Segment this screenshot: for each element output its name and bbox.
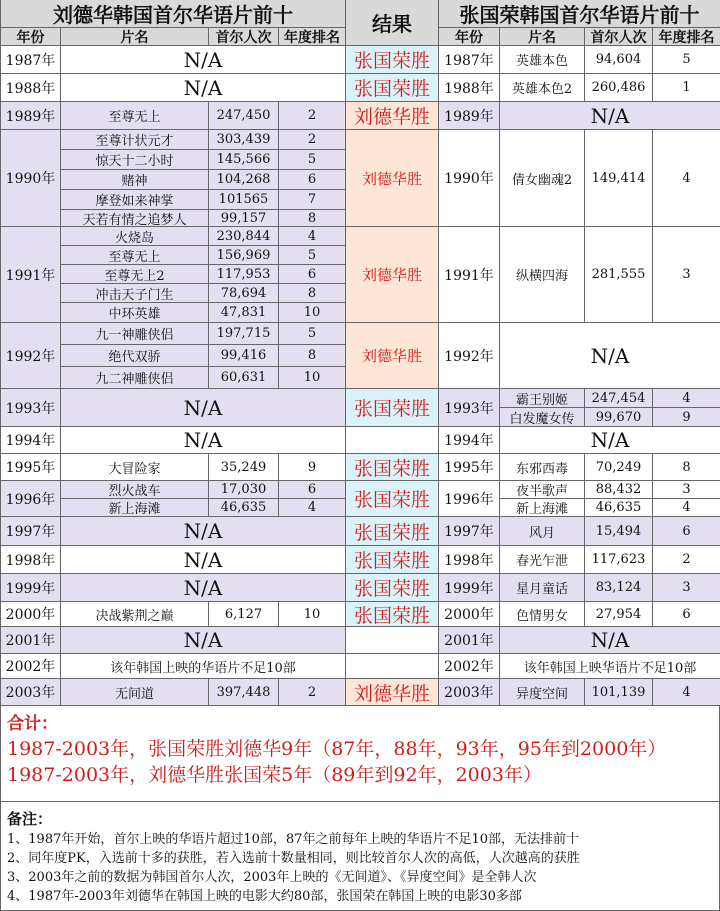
left-film-rank: 6 [279,481,346,499]
right-film-title: 白发魔女传 [500,408,585,427]
right-film-admissions: 27,954 [585,602,653,627]
right-na: N/A [500,102,720,130]
left-year: 2002年 [1,654,61,679]
left-film-admissions: 46,635 [209,499,279,517]
left-film-title: 中环英雄 [61,303,209,323]
left-film-admissions: 101565 [209,190,279,210]
right-note: 该年韩国上映华语片不足10部 [500,654,720,679]
result-cell: 张国荣胜 [346,74,439,102]
left-film-rank: 8 [279,210,346,227]
note-line-1: 1、1987年开始，首尔上映的华语片超过10部，87年之前每年上映的华语片不足10部，无法排前十 [7,832,579,847]
left-film-admissions: 397,448 [209,679,279,706]
left-film-rank: 2 [279,102,346,130]
left-film-rank: 10 [279,602,346,627]
left-film-admissions: 230,844 [209,227,279,246]
right-film-rank: 4 [653,389,720,408]
left-film-rank: 4 [279,499,346,517]
result-cell: 刘德华胜 [346,679,439,706]
totals-label: 合计： [7,714,58,734]
result-cell: 张国荣胜 [346,454,439,481]
left-na: N/A [61,389,346,427]
right-film-title: 春光乍泄 [500,546,585,574]
left-year: 2000年 [1,602,61,627]
right-film-rank: 1 [653,74,720,102]
right-year: 2003年 [439,679,500,706]
left-na: N/A [61,546,346,574]
left-film-rank: 2 [279,679,346,706]
right-film-rank: 5 [653,46,720,74]
right-col-header-rank: 年度排名 [653,28,720,46]
right-film-admissions: 70,249 [585,454,653,481]
right-year: 2001年 [439,627,500,654]
left-film-title: 绝代双骄 [61,345,209,367]
left-film-admissions: 78,694 [209,284,279,303]
note-line-3: 3、2003年之前的数据为韩国首尔人次，2003年上映的《无间道》、《异度空间》是全韩人次 [7,870,537,885]
right-film-title: 异度空间 [500,679,585,706]
left-film-title: 大冒险家 [61,454,209,481]
right-year: 1987年 [439,46,500,74]
right-film-title: 新上海滩 [500,499,585,517]
left-film-rank: 5 [279,150,346,170]
left-year: 1988年 [1,74,61,102]
left-film-title: 天若有情之追梦人 [61,210,209,227]
left-na: N/A [61,427,346,454]
title-liu: 刘德华韩国首尔华语片前十 [1,0,346,28]
right-film-rank: 3 [653,481,720,499]
right-film-title: 夜半歌声 [500,481,585,499]
left-film-title: 摩登如来神掌 [61,190,209,210]
left-film-rank: 6 [279,170,346,190]
right-year: 1998年 [439,546,500,574]
left-film-admissions: 6,127 [209,602,279,627]
right-film-rank: 9 [653,408,720,427]
left-year: 1998年 [1,546,61,574]
right-year: 1994年 [439,427,500,454]
left-film-rank: 10 [279,303,346,323]
left-year: 2003年 [1,679,61,706]
result-cell: 刘德华胜 [346,227,439,323]
left-na: N/A [61,74,346,102]
left-na: N/A [61,517,346,546]
left-year: 1999年 [1,574,61,602]
left-film-rank: 9 [279,454,346,481]
left-year: 2001年 [1,627,61,654]
left-na: N/A [61,574,346,602]
left-film-title: 至尊无上 [61,246,209,265]
right-film-admissions: 281,555 [585,227,653,323]
left-film-admissions: 197,715 [209,323,279,345]
note-line-2: 2、同年度PK，入选前十多的获胜，若入选前十数量相同，则比较首尔人次的高低，人次越高的获胜 [7,851,580,866]
left-film-admissions: 60,631 [209,367,279,389]
left-film-rank: 8 [279,284,346,303]
left-film-admissions: 145,566 [209,150,279,170]
result-cell: 张国荣胜 [346,574,439,602]
result-cell: 张国荣胜 [346,517,439,546]
left-film-rank: 10 [279,367,346,389]
right-film-admissions: 94,604 [585,46,653,74]
right-film-admissions: 101,139 [585,679,653,706]
left-film-title: 至尊计状元才 [61,130,209,150]
left-film-title: 新上海滩 [61,499,209,517]
left-film-title: 烈火战车 [61,481,209,499]
left-year: 1990年 [1,130,61,227]
right-col-header-year: 年份 [439,28,500,46]
left-film-rank: 2 [279,130,346,150]
left-film-title: 赌神 [61,170,209,190]
left-year: 1995年 [1,454,61,481]
right-film-admissions: 247,454 [585,389,653,408]
left-year: 1996年 [1,481,61,517]
left-film-title: 九二神雕侠侣 [61,367,209,389]
left-film-admissions: 303,439 [209,130,279,150]
left-film-rank: 8 [279,345,346,367]
right-film-rank: 6 [653,517,720,546]
title-result: 结果 [346,0,439,46]
left-film-admissions: 104,268 [209,170,279,190]
result-cell: 刘德华胜 [346,102,439,130]
left-note: 该年韩国上映的华语片不足10部 [61,654,346,679]
result-cell: 张国荣胜 [346,481,439,517]
left-film-admissions: 156,969 [209,246,279,265]
right-film-rank: 6 [653,602,720,627]
left-na: N/A [61,627,346,654]
result-cell: 刘德华胜 [346,130,439,227]
result-cell [346,627,439,654]
left-film-title: 九一神雕侠侣 [61,323,209,345]
left-year: 1989年 [1,102,61,130]
right-film-admissions: 46,635 [585,499,653,517]
right-year: 1989年 [439,102,500,130]
left-film-rank: 5 [279,323,346,345]
right-film-admissions: 83,124 [585,574,653,602]
right-film-title: 纵横四海 [500,227,585,323]
right-film-admissions: 15,494 [585,517,653,546]
right-year: 1993年 [439,389,500,427]
title-cheung: 张国荣韩国首尔华语片前十 [439,0,720,28]
left-film-title: 火烧岛 [61,227,209,246]
left-year: 1997年 [1,517,61,546]
result-cell: 张国荣胜 [346,46,439,74]
left-film-admissions: 99,416 [209,345,279,367]
notes-label: 备注： [7,810,53,828]
right-film-title: 霸王别姬 [500,389,585,408]
right-film-title: 东邪西毒 [500,454,585,481]
right-film-admissions: 88,432 [585,481,653,499]
left-film-admissions: 99,157 [209,210,279,227]
right-film-rank: 8 [653,454,720,481]
left-col-header-rank: 年度排名 [279,28,346,46]
right-year: 1990年 [439,130,500,227]
right-film-title: 倩女幽魂2 [500,130,585,227]
right-film-admissions: 117,623 [585,546,653,574]
totals-line-1: 1987-2003年，张国荣胜刘德华9年（87年，88年，93年，95年到2000年） [7,738,667,760]
left-year: 1994年 [1,427,61,454]
left-film-rank: 6 [279,265,346,284]
left-film-rank: 5 [279,246,346,265]
left-col-header-film: 片名 [61,28,209,46]
right-year: 1996年 [439,481,500,517]
result-cell: 张国荣胜 [346,389,439,427]
notes-section [0,802,720,911]
result-cell [346,427,439,454]
right-year: 1992年 [439,323,500,389]
left-col-header-admissions: 首尔人次 [209,28,279,46]
note-line-4: 4、1987年-2003年刘德华在韩国上映的电影大约80部，张国荣在韩国上映的电影30多部 [7,889,522,904]
right-film-rank: 4 [653,130,720,227]
right-film-rank: 3 [653,574,720,602]
right-col-header-film: 片名 [500,28,585,46]
left-film-admissions: 247,450 [209,102,279,130]
right-film-title: 英雄本色 [500,46,585,74]
right-col-header-admissions: 首尔人次 [585,28,653,46]
right-film-rank: 4 [653,499,720,517]
right-na: N/A [500,427,720,454]
right-film-title: 英雄本色2 [500,74,585,102]
result-cell: 张国荣胜 [346,602,439,627]
left-film-admissions: 17,030 [209,481,279,499]
left-year: 1987年 [1,46,61,74]
right-year: 2002年 [439,654,500,679]
totals-section [0,706,720,802]
right-film-rank: 3 [653,227,720,323]
left-film-admissions: 35,249 [209,454,279,481]
left-col-header-year: 年份 [1,28,61,46]
left-year: 1993年 [1,389,61,427]
left-year: 1991年 [1,227,61,323]
result-cell: 张国荣胜 [346,546,439,574]
left-na: N/A [61,46,346,74]
right-film-title: 色情男女 [500,602,585,627]
right-film-admissions: 149,414 [585,130,653,227]
right-film-title: 风月 [500,517,585,546]
right-year: 1999年 [439,574,500,602]
right-film-admissions: 260,486 [585,74,653,102]
left-film-title: 至尊无上 [61,102,209,130]
right-na: N/A [500,627,720,654]
left-film-rank: 4 [279,227,346,246]
totals-line-2: 1987-2003年，刘德华胜张国荣5年（89年到92年，2003年） [7,764,542,786]
left-film-admissions: 47,831 [209,303,279,323]
result-cell: 刘德华胜 [346,323,439,389]
right-year: 2000年 [439,602,500,627]
result-cell [346,654,439,679]
left-year: 1992年 [1,323,61,389]
right-film-admissions: 99,670 [585,408,653,427]
right-year: 1988年 [439,74,500,102]
left-film-rank: 7 [279,190,346,210]
right-film-title: 星月童话 [500,574,585,602]
right-film-rank: 4 [653,679,720,706]
left-film-title: 至尊无上2 [61,265,209,284]
right-na: N/A [500,323,720,389]
left-film-title: 无间道 [61,679,209,706]
right-film-rank: 2 [653,546,720,574]
right-year: 1997年 [439,517,500,546]
left-film-title: 惊天十二小时 [61,150,209,170]
right-year: 1991年 [439,227,500,323]
left-film-admissions: 117,953 [209,265,279,284]
right-year: 1995年 [439,454,500,481]
left-film-title: 冲击天子门生 [61,284,209,303]
left-film-title: 决战紫荆之巅 [61,602,209,627]
